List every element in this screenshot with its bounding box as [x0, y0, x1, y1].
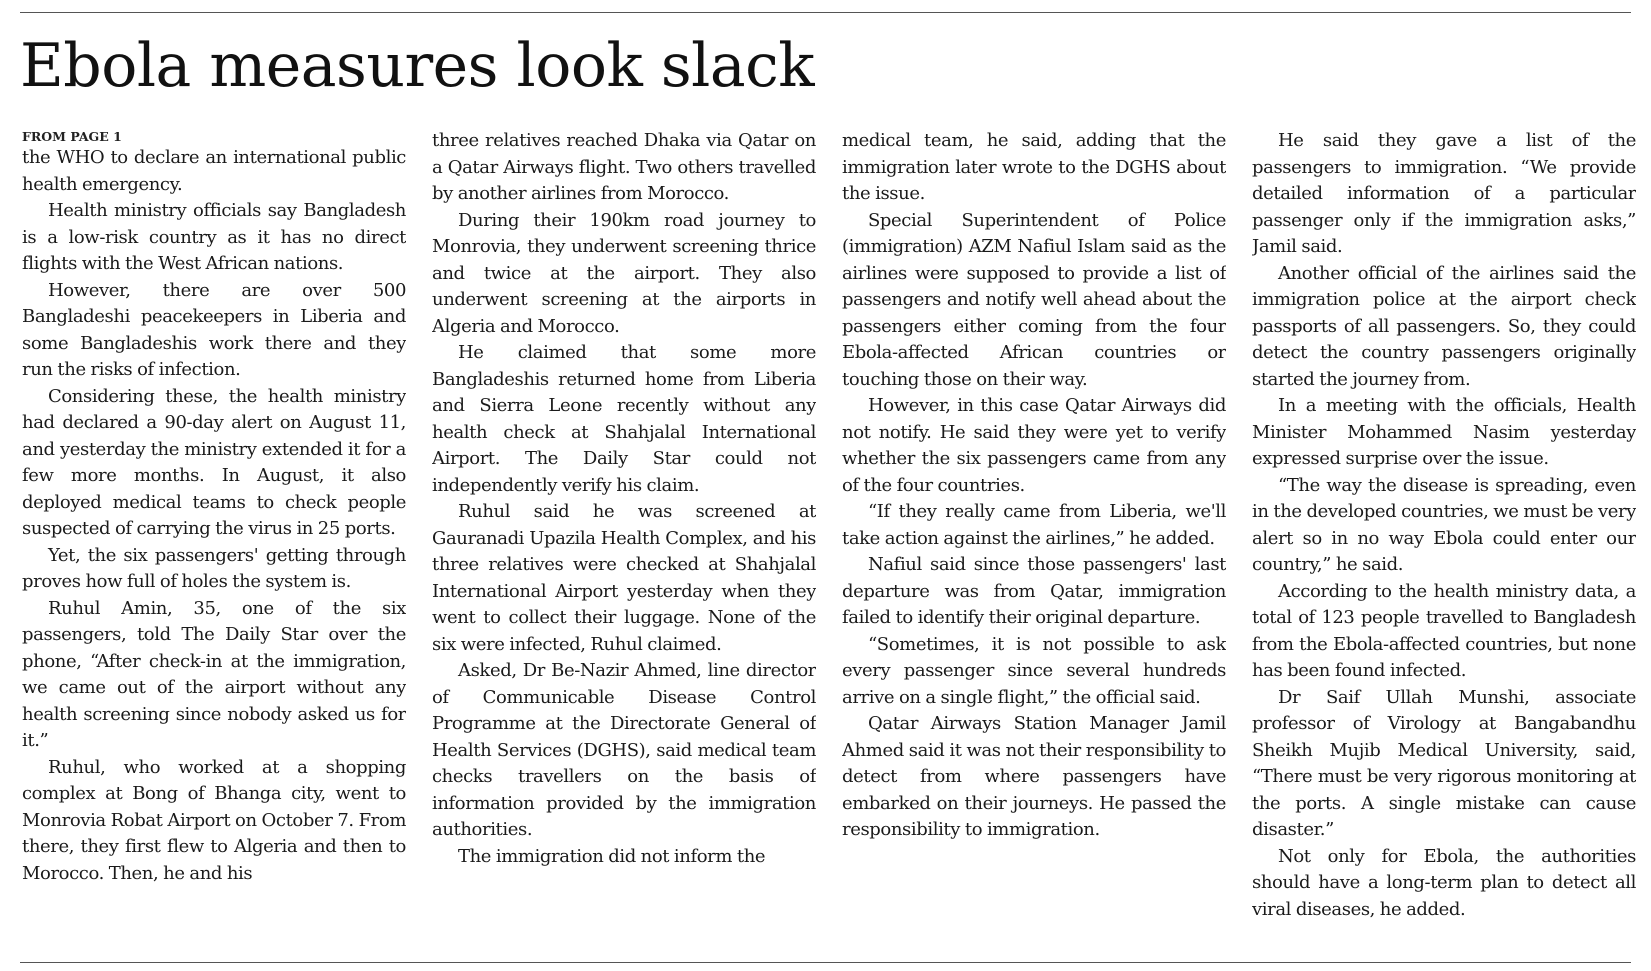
article-column-2 [432, 128, 816, 954]
article-column-1 [22, 128, 406, 954]
paragraph: However, there are over 500 Bangladeshi peacekeepers in Liberia and some Bangladeshis work there and they run the risks of infection. [22, 279, 406, 380]
paragraph: During their 190km road journey to Monrovia, they underwent screening thrice and twice at the airport. They also underwent screening at the airports in Algeria and Morocco. [432, 209, 816, 337]
paragraph: Special Superintendent of Police (immigration) AZM Nafiul Islam said as the airlines were supposed to provide a list of passengers and notify well ahead about the passengers either coming from the four Ebola-affected African countries or touching those on their way. [842, 209, 1226, 390]
paragraph: According to the health ministry data, a total of 123 people travelled to Bangladesh from the Ebola-affected countries, but none has been found infected. [1252, 580, 1636, 681]
paragraph: the WHO to declare an international public health emergency. [22, 147, 406, 195]
paragraph: Ruhul Amin, 35, one of the six passengers, told The Daily Star over the phone, “After check-in at the immigration, we came out of the airport without any health screening since nobody asked us for it.” [22, 597, 406, 751]
from-page-kicker: FROM PAGE 1 [22, 129, 122, 144]
paragraph: He claimed that some more Bangladeshis returned home from Liberia and Sierra Leone recently without any health check at Shahjalal International Airport. The Daily Star could not independently verify his claim. [432, 342, 816, 496]
paragraph: The immigration did not inform the [458, 845, 766, 867]
paragraph: medical team, he said, adding that the immigration later wrote to the DGHS about the issue. [842, 130, 1226, 204]
article-column-4 [1252, 128, 1636, 954]
paragraph: “Sometimes, it is not possible to ask every passenger since several hundreds arrive on a single flight,” the official said. [842, 633, 1226, 708]
paragraph: Considering these, the health ministry had declared a 90-day alert on August 11, and yesterday the ministry extended it for a few more months. In August, it also deployed medical teams to check people suspected of carrying the virus in 25 ports. [22, 385, 406, 539]
paragraph: Qatar Airways Station Manager Jamil Ahmed said it was not their responsibility to detect from where passengers have embarked on their journeys. He passed the responsibility to immigration. [842, 713, 1226, 840]
paragraph: Yet, the six passengers' getting through proves how full of holes the system is. [22, 544, 406, 592]
paragraph: However, in this case Qatar Airways did not notify. He said they were yet to verify whether the six passengers came from any of the four countries. [842, 395, 1226, 496]
paragraph: “If they really came from Liberia, we'll take action against the airlines,” he added. [842, 501, 1226, 549]
paragraph: “The way the disease is spreading, even in the developed countries, we must be very alert so in no way Ebola could enter our country,” he said. [1252, 474, 1636, 575]
article-column-3 [842, 128, 1226, 954]
paragraph: three relatives reached Dhaka via Qatar on a Qatar Airways flight. Two others travelled by another airlines from Morocco. [432, 130, 816, 204]
paragraph: Asked, Dr Be-Nazir Ahmed, line director of Communicable Disease Control Programme at the Directorate General of Health Services (DGHS), said medical team checks travellers on the basis of information provided by the immigration authorities. [432, 660, 816, 840]
paragraph: He said they gave a list of the passengers to immigration. “We provide detailed information of a particular passenger only if the immigration asks,” Jamil said. [1252, 130, 1636, 257]
top-rule [20, 12, 1631, 13]
paragraph: Not only for Ebola, the authorities should have a long-term plan to detect all viral diseases, he added. [1252, 845, 1636, 920]
paragraph: Nafiul said since those passengers' last departure was from Qatar, immigration failed to identify their original departure. [842, 554, 1226, 628]
paragraph: Ruhul said he was screened at Gauranadi Upazila Health Complex, and his three relatives were checked at Shahjalal International Airport yesterday when they went to collect their luggage. None of the six were infected, Ruhul claimed. [432, 501, 816, 655]
paragraph: Another official of the airlines said the immigration police at the airport check passports of all passengers. So, they could detect the country passengers originally started the journey from. [1252, 262, 1636, 390]
paragraph: Health ministry officials say Bangladesh is a low-risk country as it has no direct flights with the West African nations. [22, 200, 406, 274]
paragraph: Ruhul, who worked at a shopping complex at Bong of Bhanga city, went to Monrovia Robat Airport on October 7. From there, they first flew to Algeria and then to Morocco. Then, he and his [22, 756, 406, 884]
bottom-rule [20, 962, 1631, 963]
paragraph: Dr Saif Ullah Munshi, associate professor of Virology at Bangabandhu Sheikh Mujib Medical University, said, “There must be very rigorous monitoring at the ports. A single mistake can cause disaster.” [1252, 686, 1636, 840]
article-headline: Ebola measures look slack [20, 31, 815, 101]
paragraph: In a meeting with the officials, Health Minister Mohammed Nasim yesterday expressed surprise over the issue. [1252, 395, 1636, 469]
